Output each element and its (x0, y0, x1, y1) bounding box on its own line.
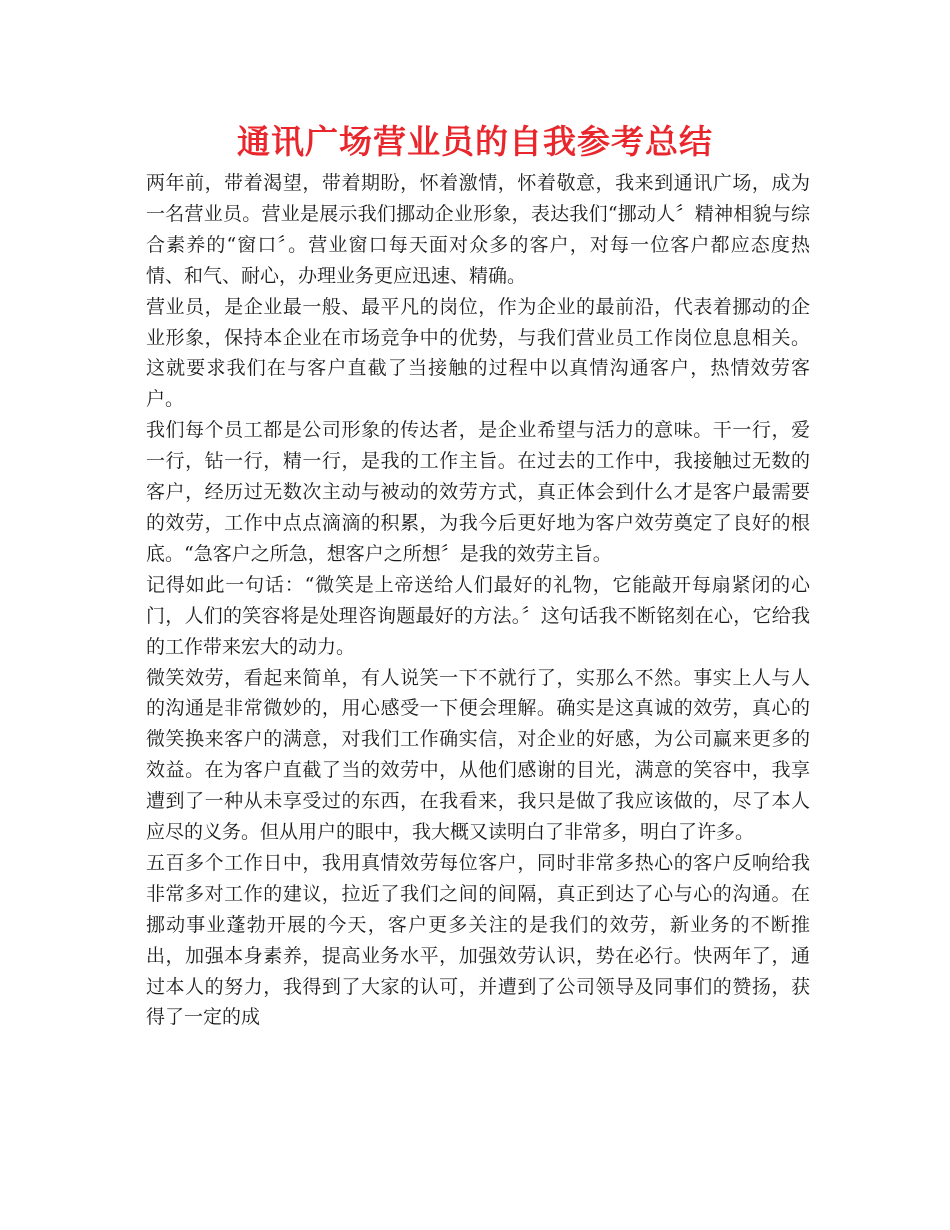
paragraph-6: 五百多个工作日中，我用真情效劳每位客户，同时非常多热心的客户反响给我非常多对工作的建议，拉近了我们之间的间隔，真正到达了心与心的沟通。在挪动事业蓬勃开展的今天，客户更多关注的是我们的效劳，新业务的不断推出，加强本身素养，提高业务水平，加强效劳认识，势在必行。快两年了，通过本人的努力，我得到了大家的认可，并遭到了公司领导及同事们的赞扬，获得了一定的成 (146, 851, 810, 1029)
paragraph-1: 两年前，带着渴望，带着期盼，怀着激情，怀着敬意，我来到通讯广场，成为一名营业员。营业是展示我们挪动企业形象，表达我们“挪动人〞精神相貌与综合素养的“窗口〞。营业窗口每天面对众多的客户，对每一位客户都应态度热情、和气、耐心，办理业务更应迅速、精确。 (146, 172, 810, 287)
paragraph-4: 记得如此一句话：“微笑是上帝送给人们最好的礼物，它能敲开每扇紧闭的心门，人们的笑容将是处理咨询题最好的方法。〞这句话我不断铭刻在心，它给我的工作带来宏大的动力。 (146, 573, 810, 658)
document-body (146, 168, 810, 1033)
paragraph-3: 我们每个员工都是公司形象的传达者，是企业希望与活力的意味。干一行，爱一行，钻一行，精一行，是我的工作主旨。在过去的工作中，我接触过无数的客户，经历过无数次主动与被动的效劳方式，真正体会到什么才是客户最需要的效劳，工作中点点滴滴的积累，为我今后更好地为客户效劳奠定了良好的根底。“急客户之所急，想客户之所想〞是我的效劳主旨。 (146, 419, 810, 565)
document-title: 通讯广场营业员的自我参考总结 (237, 122, 713, 161)
paragraph-2: 营业员，是企业最一般、最平凡的岗位，作为企业的最前沿，代表着挪动的企业形象，保持本企业在市场竞争中的优势，与我们营业员工作岗位息息相关。这就要求我们在与客户直截了当接触的过程中以真情沟通客户，热情效劳客户。 (146, 295, 810, 411)
paragraph-5: 微笑效劳，看起来简单，有人说笑一下不就行了，实那么不然。事实上人与人的沟通是非常微妙的，用心感受一下便会理解。确实是这真诚的效劳，真心的微笑换来客户的满意，对我们工作确实信，对企业的好感，为公司赢来更多的效益。在为客户直截了当的效劳中，从他们感谢的目光，满意的笑容中，我享遭到了一种从未享受过的东西，在我看来，我只是做了我应该做的，尽了本人应尽的义务。但从用户的眼中，我大概又读明白了非常多，明白了许多。 (146, 666, 810, 844)
